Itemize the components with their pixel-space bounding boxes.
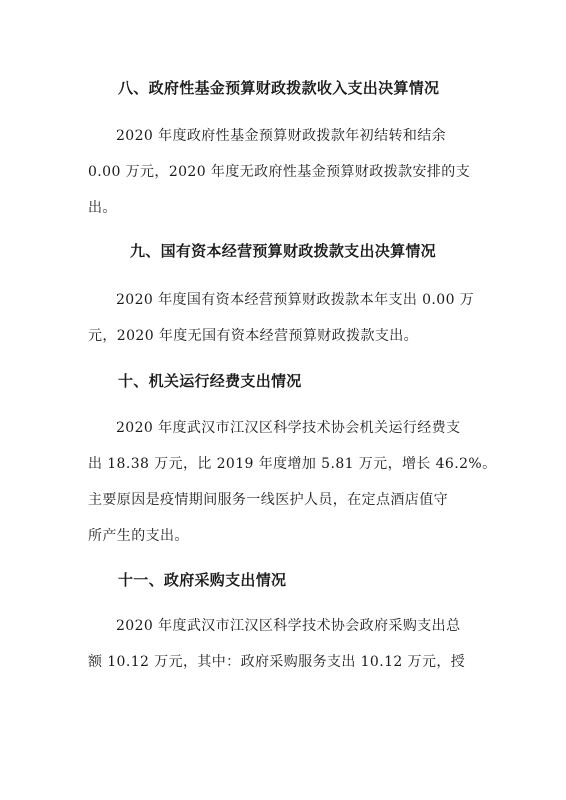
paragraph-line: 主要原因是疫情期间服务一线医护人员，在定点酒店值守 — [88, 492, 448, 508]
section-8-heading: 八、政府性基金预算财政拨款收入支出决算情况 — [118, 79, 440, 97]
paragraph-line: 2020 年度国有资本经营预算财政拨款本年支出 0.00 万 — [116, 292, 475, 308]
paragraph-line: 2020 年度武汉市江汉区科学技术协会政府采购支出总 — [116, 618, 461, 634]
section-9-paragraph — [88, 282, 488, 354]
paragraph-line: 0.00 万元，2020 年度无政府性基金预算财政拨款安排的支 — [88, 164, 471, 180]
section-10-heading: 十、机关运行经费支出情况 — [118, 372, 302, 390]
section-8-paragraph — [88, 118, 488, 226]
paragraph-line: 额 10.12 万元，其中：政府采购服务支出 10.12 万元，授 — [88, 654, 466, 670]
paragraph-line: 出。 — [88, 200, 117, 216]
section-11-paragraph — [88, 608, 488, 680]
paragraph-line: 元，2020 年度无国有资本经营预算财政拨款支出。 — [88, 328, 419, 344]
section-11-heading: 十一、政府采购支出情况 — [118, 571, 287, 589]
section-9-heading: 九、国有资本经营预算财政拨款支出决算情况 — [129, 242, 436, 260]
paragraph-line: 所产生的支出。 — [88, 528, 189, 544]
section-10-paragraph — [88, 410, 497, 554]
paragraph-line: 2020 年度政府性基金预算财政拨款年初结转和结余 — [116, 128, 447, 144]
paragraph-line: 出 18.38 万元，比 2019 年度增加 5.81 万元，增长 46.2%。 — [88, 456, 497, 472]
paragraph-line: 2020 年度武汉市江汉区科学技术协会机关运行经费支 — [116, 420, 461, 436]
